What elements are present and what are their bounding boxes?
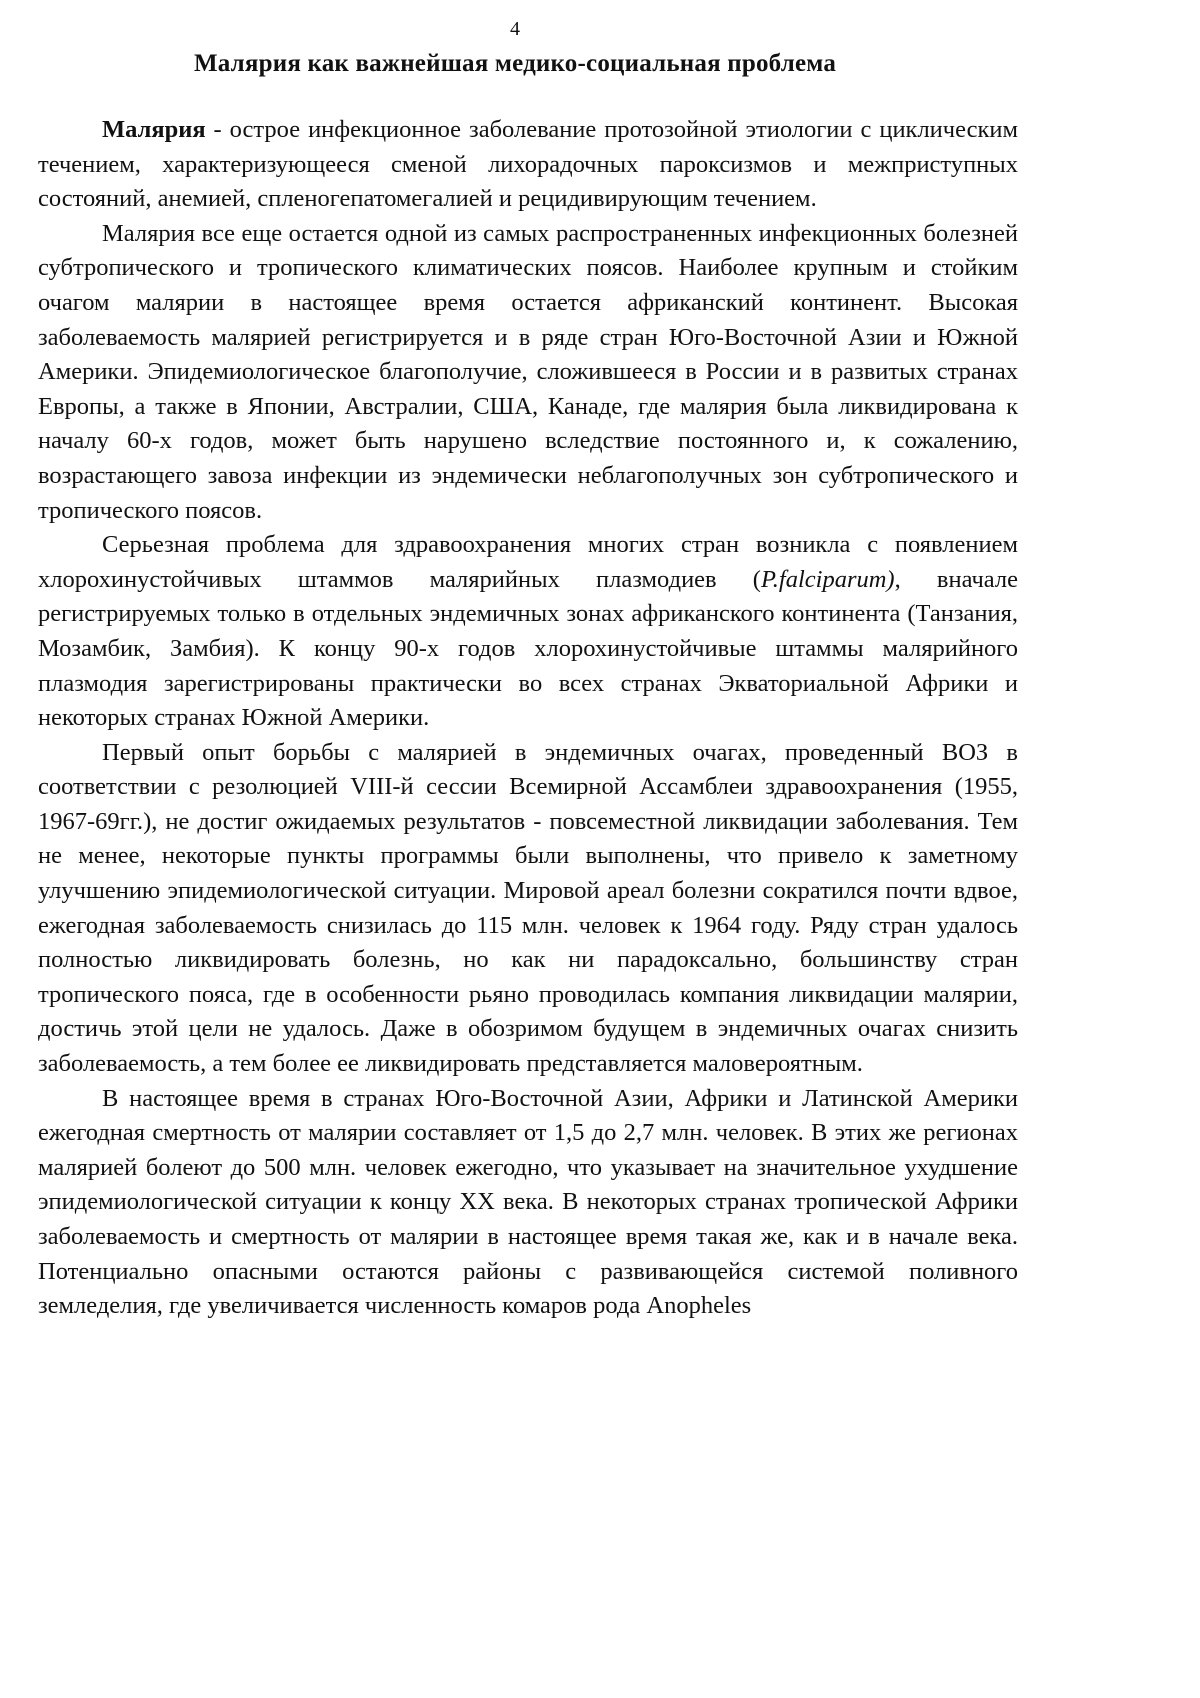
latin-species-name: P.falciparum) [760,565,895,593]
term-malaria: Малярия [102,116,206,143]
paragraph-resistance [38,528,1018,736]
page-number: 4 [510,18,520,40]
paragraph-text: - острое инфекционное заболевание протозойной этиологии с циклическим течением, характеризующееся сменой лихорадочных пароксизмов и межприступных состояний, анемией, спленогепатомегалией и рецидивирующим течением. [38,116,1018,213]
page-title: Малярия как важнейшая медико-социальная проблема [193,50,837,77]
paragraph-text: Серьезная проблема для здравоохранения многих стран возникла с появлением хлорохинустойчивых штаммов малярийных плазмодиев ( [38,531,1018,593]
document-body [38,113,1018,1324]
paragraph-definition [38,113,1018,217]
paragraph-who-program: Первый опыт борьбы с малярией в эндемичных очагах, проведенный ВОЗ в соответствии с резолюцией VIII-й сессии Всемирной Ассамблеи здравоохранения (1955, 1967-69гг.), не достиг ожидаемых результатов - повсеместной ликвидации заболевания. Тем не менее, некоторые пункты программы были выполнены, что привело к заметному улучшению эпидемиологической ситуации. Мировой ареал болезни сократился почти вдвое, ежегодная заболеваемость снизилась до 115 млн. человек к 1964 году. Ряду стран удалось полностью ликвидировать болезнь, но как ни парадоксально, большинству стран тропического пояса, где в особенности рьяно проводилась компания ликвидации малярии, достичь этой цели не удалось. Даже в обозримом будущем в эндемичных очагах снизить заболеваемость, а тем более ее ликвидировать представляется маловероятным. [38,738,1018,1078]
paragraph-current-situation: В настоящее время в странах Юго-Восточной Азии, Африки и Латинской Америки ежегодная смертность от малярии составляет от 1,5 до 2,7 млн. человек. В этих же регионах малярией болеют до 500 млн. человек ежегодно, что указывает на значительное ухудшение эпидемиологической ситуации к концу XX века. В некоторых странах тропической Африки заболеваемость и смертность от малярии в настоящее время такая же, как и в начале века. Потенциально опасными остаются районы с развивающейся системой поливного земледелия, где увеличивается численность комаров рода Anopheles [38,1084,1018,1320]
paragraph-text: , вначале регистрируемых только в отдельных эндемичных зонах африканского континента (Танзания, Мозамбик, Замбия). К концу 90-х годов хлорохинустойчивые штаммы малярийного плазмодия зарегистрированы практически во всех странах Экваториальной Африки и некоторых странах Южной Америки. [38,565,1018,732]
paragraph-prevalence: Малярия все еще остается одной из самых распространенных инфекционных болезней субтропического и тропического климатических поясов. Наиболее крупным и стойким очагом малярии в настоящее время остается африканский континент. Высокая заболеваемость малярией регистрируется и в ряде стран Юго-Восточной Азии и Южной Америки. Эпидемиологическое благополучие, сложившееся в России и в развитых странах Европы, а также в Японии, Австралии, США, Канаде, где малярия была ликвидирована к началу 60-х годов, может быть нарушено вследствие постоянного и, к сожалению, возрастающего завоза инфекции из эндемически неблагополучных зон субтропического и тропического поясов. [38,219,1018,524]
